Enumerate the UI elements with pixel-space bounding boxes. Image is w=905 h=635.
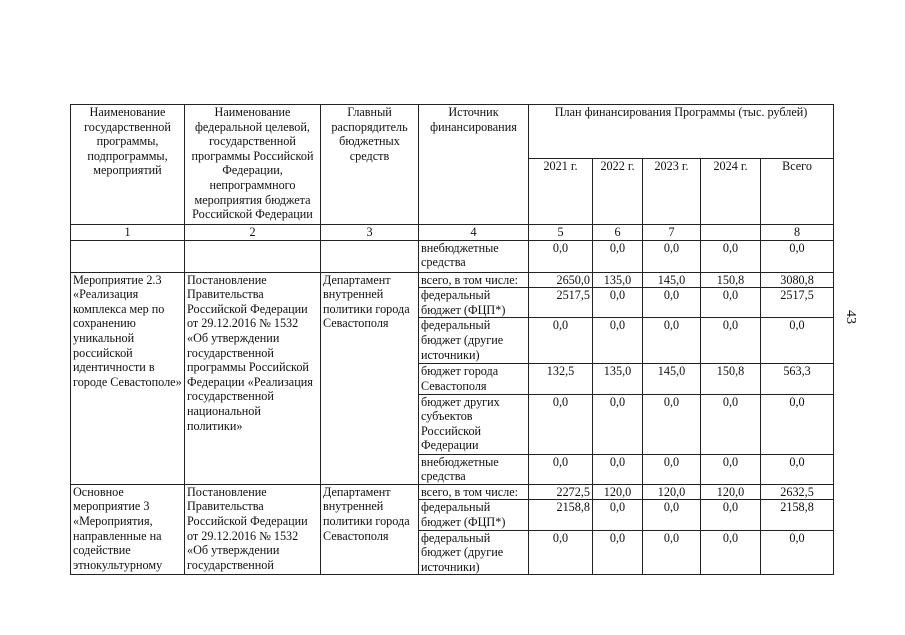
value-cell: 3080,8 [761,272,834,288]
source-cell: бюджет города Севастополя [419,364,529,394]
index-cell: 2 [185,225,321,241]
value-cell: 0,0 [529,394,593,454]
value-cell: 0,0 [761,530,834,575]
index-cell: 1 [71,225,185,241]
index-cell: 6 [593,225,643,241]
source-cell: бюджет других субъектов Российской Федерации [419,394,529,454]
value-cell: 0,0 [761,394,834,454]
table-row [71,484,834,500]
value-cell: 0,0 [701,288,761,318]
value-cell: 0,0 [593,500,643,530]
source-cell: федеральный бюджет (другие источники) [419,318,529,364]
value-cell: 0,0 [643,288,701,318]
header-federal-program: Наименование федеральной целевой, государственной программы Российской Федерации, непрограммного мероприятия бюджета Российской Федерации [185,105,321,225]
value-cell: 0,0 [643,454,701,484]
table-row [71,240,834,272]
value-cell: 0,0 [701,394,761,454]
program-cell: Постановление Правительства Российской Федерации от 29.12.2016 № 1532 «Об утверждении государственной [185,484,321,575]
value-cell: 2517,5 [761,288,834,318]
value-cell: 120,0 [643,484,701,500]
value-cell: 0,0 [701,318,761,364]
source-cell: внебюджетные средства [419,240,529,272]
value-cell: 0,0 [643,318,701,364]
header-budget-manager: Главный распорядитель бюджетных средств [321,105,419,225]
source-cell: всего, в том числе: [419,484,529,500]
index-cell: 8 [761,225,834,241]
header-total: Всего [761,159,834,225]
value-cell: 0,0 [593,530,643,575]
value-cell: 0,0 [761,318,834,364]
value-cell: 0,0 [529,318,593,364]
value-cell: 0,0 [593,240,643,272]
header-funding-source: Источник финансирования [419,105,529,225]
value-cell: 120,0 [701,484,761,500]
value-cell: 0,0 [593,318,643,364]
value-cell: 0,0 [529,240,593,272]
index-cell: 3 [321,225,419,241]
source-cell: федеральный бюджет (другие источники) [419,530,529,575]
value-cell: 0,0 [529,530,593,575]
value-cell: 0,0 [761,240,834,272]
index-cell: 4 [419,225,529,241]
value-cell: 0,0 [529,454,593,484]
value-cell: 2517,5 [529,288,593,318]
event-name-cell: Мероприятие 2.3 «Реализация комплекса мер по сохранению уникальной российской идентичности в городе Севастополе» [71,272,185,484]
value-cell: 0,0 [643,240,701,272]
value-cell: 0,0 [593,288,643,318]
value-cell: 132,5 [529,364,593,394]
event-name-cell: Основное мероприятие 3 «Мероприятия, направленные на содействие этнокультурному [71,484,185,575]
header-plan: План финансирования Программы (тыс. рублей) [529,105,834,159]
header-year-2023: 2023 г. [643,159,701,225]
value-cell: 563,3 [761,364,834,394]
value-cell: 0,0 [761,454,834,484]
header-year-2024: 2024 г. [701,159,761,225]
source-cell: федеральный бюджет (ФЦП*) [419,288,529,318]
header-year-2021: 2021 г. [529,159,593,225]
value-cell: 0,0 [701,240,761,272]
value-cell: 2272,5 [529,484,593,500]
value-cell: 135,0 [593,364,643,394]
value-cell: 0,0 [701,500,761,530]
financing-table [70,104,834,575]
value-cell: 0,0 [593,394,643,454]
value-cell: 2158,8 [529,500,593,530]
value-cell: 145,0 [643,272,701,288]
value-cell: 0,0 [593,454,643,484]
value-cell: 0,0 [701,454,761,484]
value-cell: 2632,5 [761,484,834,500]
index-cell: 5 [529,225,593,241]
value-cell: 150,8 [701,272,761,288]
value-cell: 0,0 [643,500,701,530]
header-program-name: Наименование государственной программы, подпрограммы, мероприятий [71,105,185,225]
source-cell: федеральный бюджет (ФЦП*) [419,500,529,530]
manager-cell: Департамент внутренней политики города Севастополя [321,272,419,484]
index-cell [701,225,761,241]
value-cell: 120,0 [593,484,643,500]
index-cell: 7 [643,225,701,241]
value-cell: 0,0 [643,394,701,454]
value-cell: 0,0 [701,530,761,575]
header-year-2022: 2022 г. [593,159,643,225]
value-cell: 145,0 [643,364,701,394]
source-cell: внебюджетные средства [419,454,529,484]
value-cell: 2158,8 [761,500,834,530]
value-cell: 135,0 [593,272,643,288]
value-cell: 2650,0 [529,272,593,288]
value-cell: 0,0 [643,530,701,575]
page-number: 43 [843,310,858,324]
value-cell: 150,8 [701,364,761,394]
manager-cell: Департамент внутренней политики города Севастополя [321,484,419,575]
program-cell: Постановление Правительства Российской Федерации от 29.12.2016 № 1532 «Об утверждении государственной программы Российской Федерации «Реализация государственной национальной политики» [185,272,321,484]
source-cell: всего, в том числе: [419,272,529,288]
table-row [71,272,834,288]
